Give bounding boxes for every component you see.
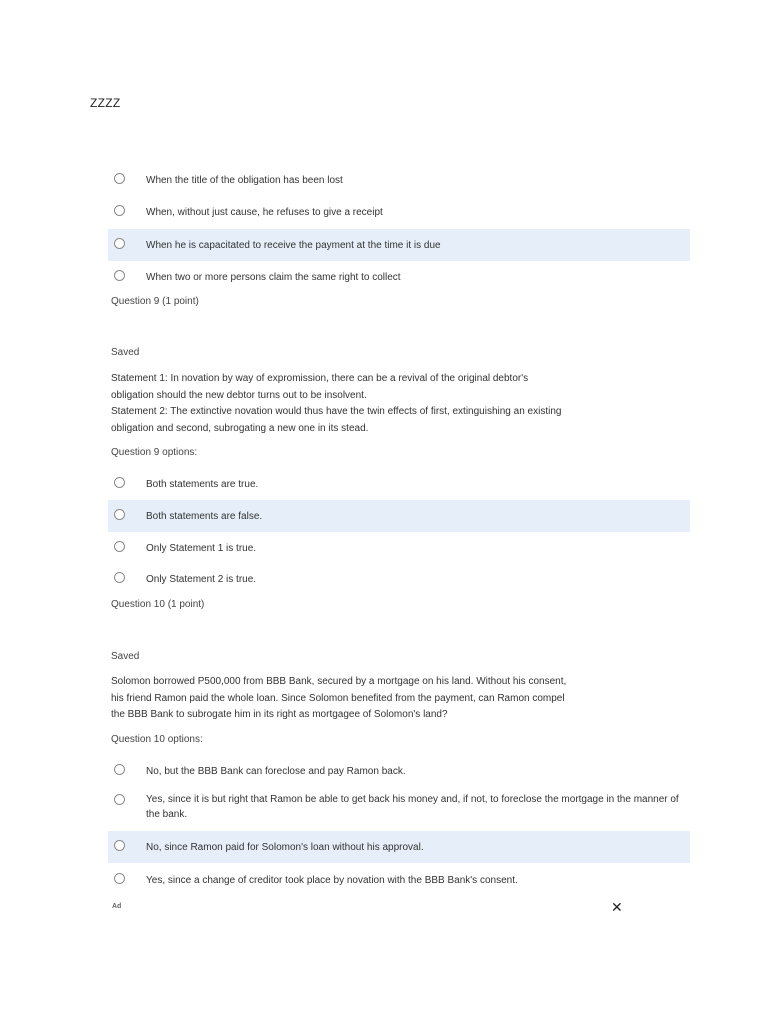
header-text: ZZZZ [90,96,121,110]
option-label: When, without just cause, he refuses to give a receipt [146,206,383,218]
close-icon[interactable]: ✕ [611,899,623,915]
prompt-line: his friend Ramon paid the whole loan. Since Solomon benefited from the payment, can Ramon compel [111,692,565,704]
prompt-line: obligation should the new debtor turns out to be insolvent. [111,389,367,401]
q10-option-3[interactable] [108,831,690,863]
option-label: No, since Ramon paid for Solomon's loan without his approval. [146,841,424,853]
question-9-options-label: Question 9 options: [111,447,198,458]
option-label: No, but the BBB Bank can foreclose and pay Ramon back. [146,765,406,777]
radio-button-icon[interactable] [114,173,125,184]
q10-option-4[interactable] [108,864,690,896]
prompt-line: Statement 2: The extinctive novation would thus have the twin effects of first, extinguishing an existing [111,406,562,417]
radio-button-icon[interactable] [114,572,125,583]
q9-option-1[interactable] [108,468,690,500]
prompt-line: Solomon borrowed P500,000 from BBB Bank, secured by a mortgage on his land. Without his consent, [111,676,567,687]
radio-button-icon[interactable] [114,509,125,520]
prompt-line: obligation and second, subrogating a new one in its stead. [111,422,369,434]
radio-button-icon[interactable] [114,477,125,488]
q10-option-1[interactable] [108,755,690,787]
option-label: Yes, since a change of creditor took place by novation with the BBB Bank's consent. [146,874,518,886]
radio-button-icon[interactable] [114,794,125,805]
prompt-line: Statement 1: In novation by way of expromission, there can be a revival of the original debtor's [111,373,529,384]
question-10-heading: Question 10 (1 point) [111,599,205,610]
radio-button-icon[interactable] [114,873,125,884]
q8-option-4[interactable] [108,261,690,293]
option-label: Only Statement 2 is true. [146,573,257,585]
question-10-saved-status: Saved [111,651,140,662]
prompt-line: the BBB Bank to subrogate him in its right as mortgagee of Solomon's land? [111,709,448,720]
option-label: Yes, since it is but right that Ramon be able to get back his money and, if not, to foreclose the mortgage in the manner of the bank. [146,794,679,820]
option-label: When two or more persons claim the same right to collect [146,271,401,283]
radio-button-icon[interactable] [114,238,125,249]
q9-option-3[interactable] [108,532,690,564]
q8-option-1[interactable] [108,164,690,196]
q9-option-4[interactable] [108,563,690,595]
option-label: Both statements are true. [146,478,259,490]
question-10-prompt [111,674,651,724]
radio-button-icon[interactable] [114,205,125,216]
q8-option-3[interactable] [108,229,690,261]
q10-option-2[interactable] [108,789,690,827]
option-label: When the title of the obligation has been lost [146,174,343,186]
ad-label: Ad [112,903,122,910]
question-9-saved-status: Saved [111,347,140,358]
radio-button-icon[interactable] [114,764,125,775]
radio-button-icon[interactable] [114,541,125,552]
question-10-options-label: Question 10 options: [111,734,203,745]
radio-button-icon[interactable] [114,270,125,281]
option-label: Both statements are false. [146,510,263,522]
radio-button-icon[interactable] [114,840,125,851]
question-9-heading: Question 9 (1 point) [111,296,199,307]
q9-option-2[interactable] [108,500,690,532]
q8-option-2[interactable] [108,196,690,228]
question-9-prompt [111,371,631,437]
option-label: Only Statement 1 is true. [146,542,257,554]
option-label: When he is capacitated to receive the payment at the time it is due [146,239,441,251]
